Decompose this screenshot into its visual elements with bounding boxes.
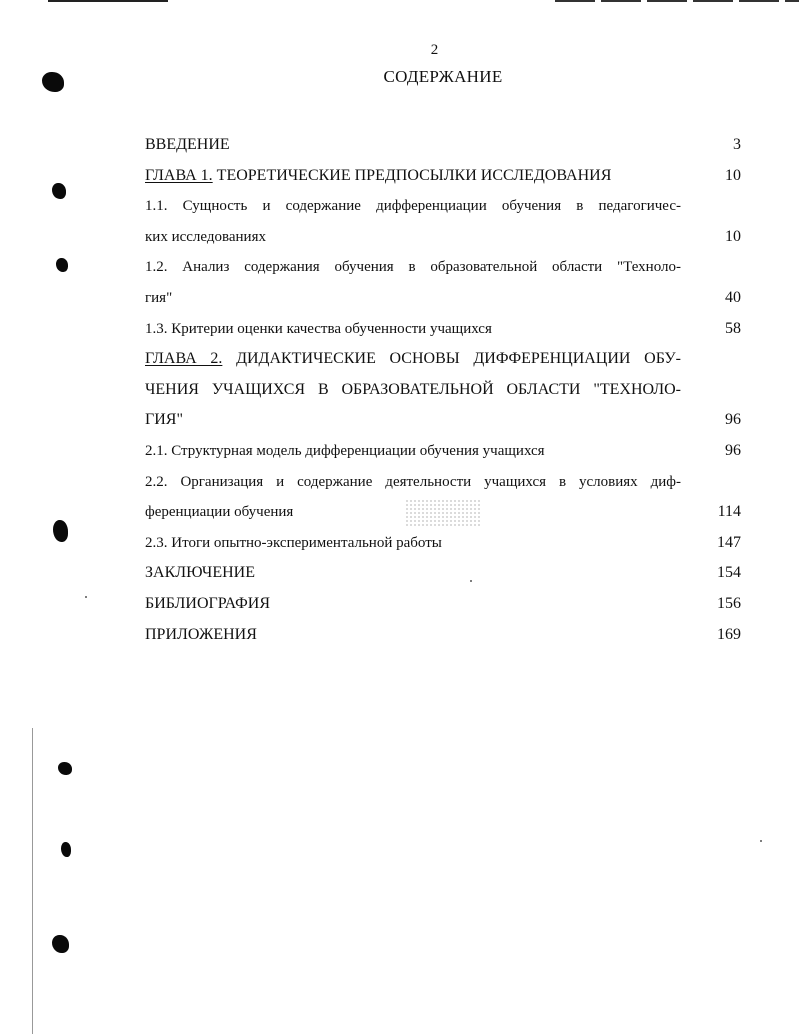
speck-2 (760, 840, 762, 842)
toc-entry-1-1[interactable] (145, 191, 741, 252)
toc-entry-text: ГИЯ" (145, 411, 184, 429)
toc-entry-1-3[interactable] (145, 314, 741, 345)
scan-mark-5 (58, 762, 72, 775)
toc-entry-text: 2.2. Организация и содержание деятельности учащихся в условиях диф- (145, 473, 681, 490)
page-number: 2 (430, 42, 439, 58)
toc-entry-text: 1.2. Анализ содержания обучения в образовательной области "Техноло- (145, 259, 681, 276)
top-rule-right (555, 0, 799, 2)
toc-title: СОДЕРЖАНИЕ (383, 67, 503, 86)
toc-entry-line (145, 161, 681, 192)
toc-entry-text: ЧЕНИЯ УЧАЩИХСЯ В ОБРАЗОВАТЕЛЬНОЙ ОБЛАСТИ "ТЕХНОЛО- (145, 380, 681, 398)
toc-entry-text: 2.1. Структурная модель дифференциации обучения учащихся (145, 442, 545, 459)
toc-entry-text: гия" (145, 289, 173, 306)
chapter-label: ГЛАВА 1. (145, 166, 213, 184)
toc-entry-page: 40 (725, 288, 741, 306)
toc-entry-introduction[interactable] (145, 130, 741, 161)
top-rule (48, 0, 168, 2)
toc-entry-text: 1.1. Сущность и содержание дифференциации обучения в педагогичес- (145, 198, 681, 215)
toc-entry-text: ференциации обучения (145, 504, 294, 521)
toc-entry-2-2[interactable] (145, 467, 741, 528)
toc-entry-page: 10 (725, 227, 741, 245)
toc-entry-text: ВВЕДЕНИЕ (145, 136, 230, 153)
toc-entry-text: ЗАКЛЮЧЕНИЕ (145, 564, 255, 582)
toc-entry-appendices[interactable] (145, 620, 741, 651)
toc-entry-page: 58 (725, 319, 741, 337)
toc-entry-2-3[interactable] (145, 528, 741, 559)
scan-mark-4 (53, 520, 68, 542)
toc-entry-text: ТЕОРЕТИЧЕСКИЕ ПРЕДПОСЫЛКИ ИССЛЕДОВАНИЯ (212, 166, 612, 184)
toc-entry-2-1[interactable] (145, 436, 741, 467)
toc-entry-page: 114 (717, 503, 741, 521)
toc-entry-chapter-1[interactable] (145, 161, 741, 192)
scan-mark-3 (56, 258, 68, 272)
scan-mark-7 (52, 935, 69, 953)
chapter-label: ГЛАВА 2. (145, 350, 223, 368)
toc-entry-bibliography[interactable] (145, 589, 741, 620)
toc-entry-page: 3 (733, 136, 741, 153)
toc-entry-text: 2.3. Итоги опытно-экспериментальной работы (145, 534, 442, 551)
toc-entry-text: ких исследованиях (145, 228, 266, 245)
toc-entry-line (145, 344, 681, 375)
table-of-contents (145, 130, 741, 650)
toc-entry-page: 96 (725, 411, 741, 429)
toc-entry-page: 147 (717, 533, 741, 551)
toc-entry-page: 10 (725, 166, 741, 184)
toc-entry-text: ПРИЛОЖЕНИЯ (145, 625, 257, 643)
toc-entry-text: 1.3. Критерии оценки качества обученности учащихся (145, 320, 492, 337)
scan-mark-6 (61, 842, 71, 857)
scan-mark-2 (52, 183, 66, 199)
speck-3 (85, 596, 87, 598)
scan-mark-1 (42, 72, 64, 92)
toc-entry-text: ДИДАКТИЧЕСКИЕ ОСНОВЫ ДИФФЕРЕНЦИАЦИИ ОБУ- (222, 350, 682, 368)
toc-entry-page: 156 (717, 594, 741, 612)
toc-entry-page: 96 (725, 441, 741, 459)
toc-entry-page: 169 (717, 625, 741, 643)
toc-entry-conclusion[interactable] (145, 558, 741, 589)
toc-entry-text: БИБЛИОГРАФИЯ (145, 594, 271, 612)
margin-line (32, 728, 33, 1034)
toc-entry-page: 154 (717, 564, 741, 582)
toc-entry-chapter-2[interactable] (145, 344, 741, 436)
toc-entry-1-2[interactable] (145, 252, 741, 313)
